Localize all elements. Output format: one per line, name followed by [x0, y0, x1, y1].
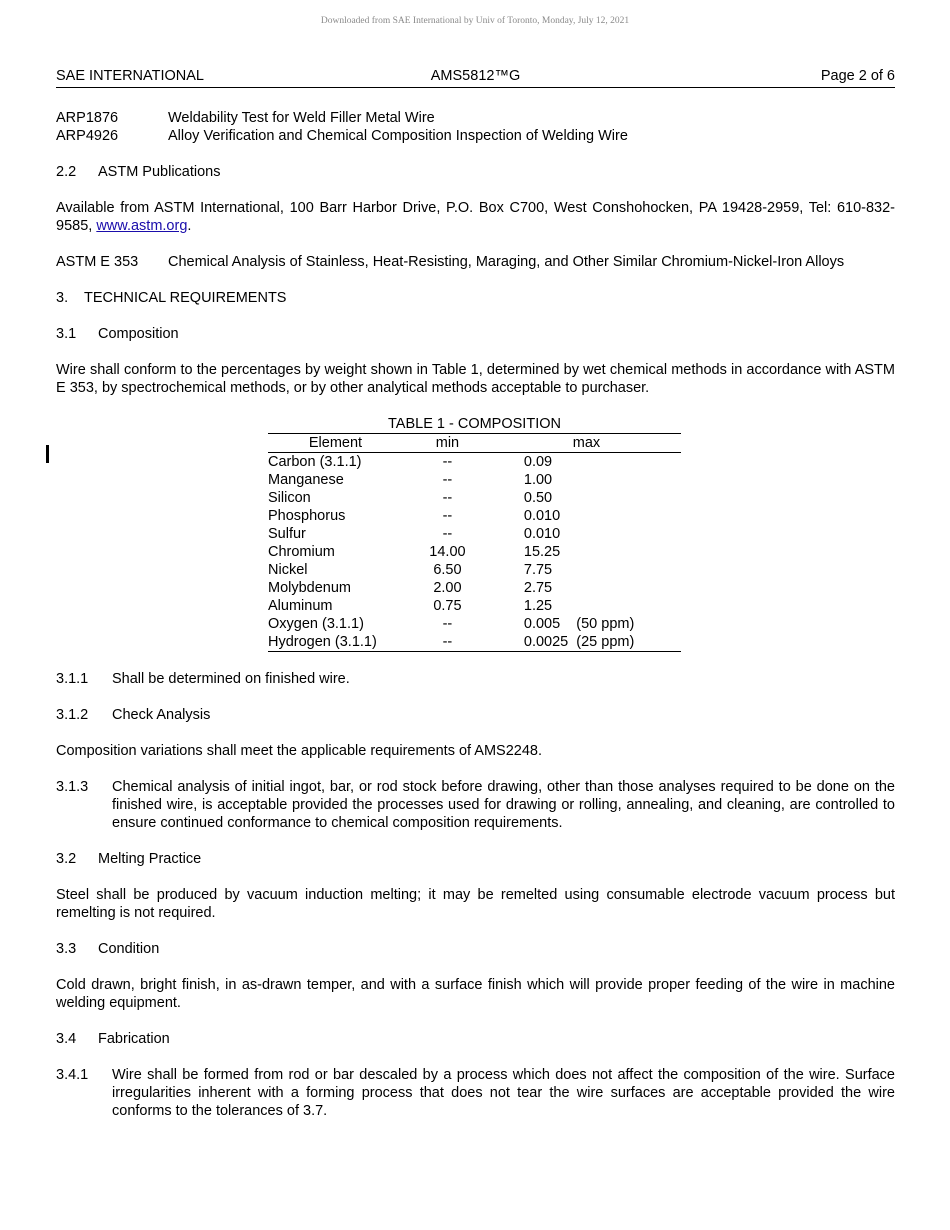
running-header: [56, 67, 895, 88]
min-cell: --: [442, 508, 453, 524]
section-number: 3.1.3: [56, 779, 89, 795]
section-heading-3-3: [56, 940, 895, 958]
reference-code: ASTM E 353: [56, 254, 139, 270]
reference-title: Alloy Verification and Chemical Composition Inspection of Welding Wire: [168, 128, 628, 144]
min-cell: 14.00: [429, 544, 466, 560]
check-analysis-paragraph: Composition variations shall meet the applicable requirements of AMS2248.: [56, 743, 543, 759]
section-number: 3.: [56, 290, 69, 306]
section-number: 3.1.2: [56, 707, 89, 723]
element-cell: Silicon: [268, 490, 311, 506]
section-title: Check Analysis: [112, 707, 211, 723]
table-row: [268, 579, 681, 597]
composition-paragraph: Wire shall conform to the percentages by weight shown in Table 1, determined by wet chemical methods in accordance with ASTM E 353, by spectrochemical methods, or by other analytical methods acceptable to purchaser.: [56, 362, 895, 396]
max-cell: 7.75: [523, 562, 553, 578]
table-row: [268, 489, 681, 507]
max-cell: 1.25: [523, 598, 553, 614]
subsection-heading-3-1-2: [56, 706, 895, 724]
max-cell: 0.005 (50 ppm): [523, 616, 635, 632]
condition-paragraph: Cold drawn, bright finish, in as-drawn temper, and with a surface finish which will provide proper feeding of the wire in machine welding equipment.: [56, 977, 895, 1011]
min-cell: --: [442, 472, 453, 488]
element-cell: Manganese: [268, 472, 344, 488]
section-heading-3-2: [56, 850, 895, 868]
table-row: [268, 561, 681, 579]
element-cell: Nickel: [268, 562, 308, 578]
element-cell: Molybdenum: [268, 580, 352, 596]
section-number: 3.1.1: [56, 671, 89, 687]
table-row: [268, 615, 681, 633]
section-heading-3: [56, 289, 895, 307]
table-row: [268, 525, 681, 543]
subsection-3-4-1: [56, 1066, 895, 1120]
melting-practice-paragraph: Steel shall be produced by vacuum induction melting; it may be remelted using consumable electrode vacuum process but remelting is not required.: [56, 887, 895, 921]
min-cell: 0.75: [433, 598, 462, 614]
element-cell: Phosphorus: [268, 508, 346, 524]
max-cell: 0.010: [523, 526, 561, 542]
section-heading-3-1: [56, 325, 895, 343]
section-title: Composition: [98, 326, 179, 342]
max-cell: 15.25: [523, 544, 561, 560]
section-number: 3.1: [56, 326, 77, 342]
section-title: TECHNICAL REQUIREMENTS: [84, 290, 287, 306]
section-text: Shall be determined on finished wire.: [112, 671, 350, 687]
max-cell: 1.00: [523, 472, 553, 488]
max-cell: 0.010: [523, 508, 561, 524]
element-cell: Hydrogen (3.1.1): [268, 633, 403, 652]
reference-line: [56, 253, 895, 271]
max-cell: 2.75: [523, 580, 553, 596]
min-cell: 6.50: [433, 562, 462, 578]
min-cell: --: [442, 526, 453, 542]
section-text: Wire shall be formed from rod or bar descaled by a process which does not affect the composition of the wire. Surface irregularities inherent with a forming process that does not tear the wire surfaces are acceptable provided the wire conforms to the tolerances of 3.7.: [112, 1067, 895, 1119]
min-cell: 2.00: [433, 580, 462, 596]
astm-website-link[interactable]: www.astm.org: [96, 218, 188, 234]
reference-title: Weldability Test for Weld Filler Metal Wire: [168, 110, 435, 126]
section-title: ASTM Publications: [98, 164, 221, 180]
section-number: 3.4: [56, 1031, 77, 1047]
section-text: Chemical analysis of initial ingot, bar, or rod stock before drawing, other than those analyses required to be done on the finished wire, is acceptable provided the processes used for drawing or rolling, annealing, and cleaning, are controlled to ensure continued conformance to chemical composition requirements.: [112, 779, 895, 831]
composition-table: [268, 415, 681, 652]
table-caption: TABLE 1 - COMPOSITION: [388, 416, 561, 432]
section-heading-3-4: [56, 1030, 895, 1048]
document-number: AMS5812™G: [430, 68, 521, 84]
column-header-min: min: [403, 434, 492, 453]
revision-change-bar: [46, 445, 49, 463]
element-cell: Oxygen (3.1.1): [268, 616, 364, 632]
section-title: Melting Practice: [98, 851, 202, 867]
publisher-name: SAE INTERNATIONAL: [56, 68, 204, 84]
reference-code: ARP4926: [56, 128, 119, 144]
download-watermark: Downloaded from SAE International by Univ of Toronto, Monday, July 12, 2021: [320, 16, 630, 26]
column-header-max: max: [492, 434, 681, 453]
table-row: [268, 543, 681, 561]
astm-availability-paragraph: [56, 199, 895, 235]
table-row: [268, 471, 681, 489]
section-title: Fabrication: [98, 1031, 170, 1047]
table-row: [268, 633, 681, 652]
max-cell: 0.09: [523, 454, 553, 470]
subsection-3-1-1: [56, 670, 895, 688]
element-cell: Aluminum: [268, 598, 333, 614]
document-body: [56, 109, 895, 1120]
reference-line: [56, 127, 895, 145]
subsection-3-1-3: [56, 778, 895, 832]
max-cell: 0.0025 (25 ppm): [492, 633, 681, 652]
section-heading-2-2: [56, 163, 895, 181]
element-cell: Carbon (3.1.1): [268, 454, 362, 470]
table-row: [268, 597, 681, 615]
table-row: [268, 453, 681, 472]
section-number: 3.2: [56, 851, 77, 867]
reference-code: ARP1876: [56, 110, 119, 126]
section-title: Condition: [98, 941, 160, 957]
max-cell: 0.50: [523, 490, 553, 506]
element-cell: Chromium: [268, 544, 335, 560]
min-cell: --: [403, 633, 492, 652]
min-cell: --: [442, 454, 453, 470]
min-cell: --: [442, 490, 453, 506]
period: .: [187, 218, 192, 234]
section-number: 3.3: [56, 941, 77, 957]
table-row: [268, 507, 681, 525]
reference-title: Chemical Analysis of Stainless, Heat-Resisting, Maraging, and Other Similar Chromium-Nickel-Iron Alloys: [168, 254, 845, 270]
page-number: Page 2 of 6: [820, 68, 895, 84]
section-number: 3.4.1: [56, 1067, 89, 1083]
reference-line: [56, 109, 895, 127]
min-cell: --: [442, 616, 453, 632]
table-header-row: [268, 434, 681, 453]
availability-text: Available from ASTM International, 100 Barr Harbor Drive, P.O. Box C700, West Conshohocken, PA 19428-2959, Tel: 610-832-9585,: [56, 200, 895, 234]
section-number: 2.2: [56, 164, 77, 180]
element-cell: Sulfur: [268, 526, 306, 542]
column-header-element: Element: [268, 434, 403, 453]
